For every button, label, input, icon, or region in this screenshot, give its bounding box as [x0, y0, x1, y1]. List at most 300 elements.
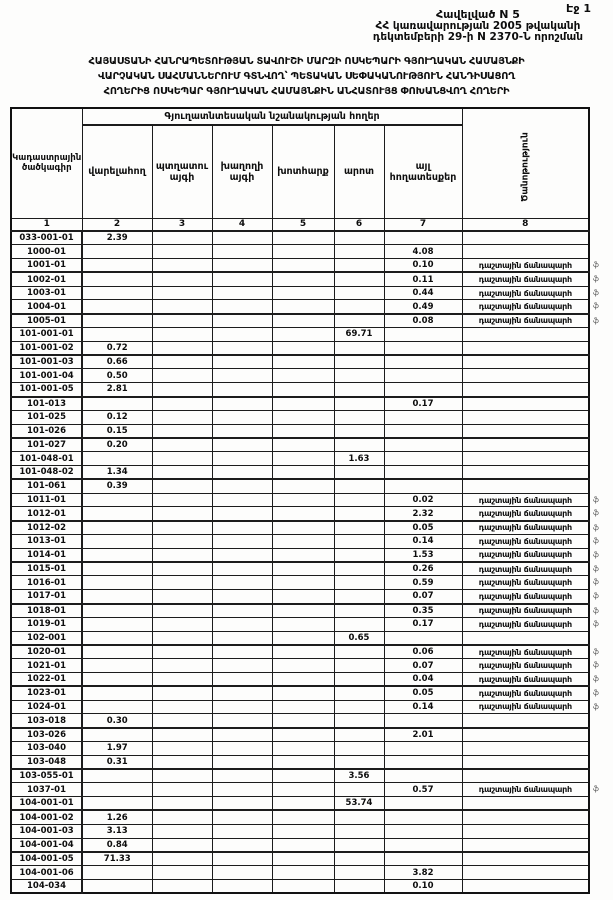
area-value-cell	[152, 286, 212, 300]
column-group-header-agricultural-lands: Գյուղատնտեսական նշանակության հողեր	[82, 108, 462, 125]
note-cell: դաշտային ճանապարհ ֆ	[462, 562, 589, 576]
area-value-cell: 0.11	[384, 272, 462, 286]
area-value-cell	[152, 755, 212, 769]
cadastral-code-cell: 104-001-01	[11, 797, 82, 811]
handwritten-margin-mark: ֆ	[592, 494, 600, 504]
table-row	[11, 479, 589, 493]
handwritten-margin-mark: ֆ	[592, 274, 600, 284]
area-value-cell	[334, 272, 384, 286]
area-value-cell	[334, 604, 384, 618]
cadastral-code-cell: 1021-01	[11, 659, 82, 673]
area-value-cell	[272, 852, 334, 866]
area-value-cell	[212, 755, 272, 769]
area-value-cell	[152, 714, 212, 728]
document-title-line1: ՀԱՅԱՍՏԱՆԻ ՀԱՆՐԱՊԵՏՈՒԹՅԱՆ ՏԱՎՈՒՇԻ ՄԱՐԶԻ ՈՍԿԵՊԱՐԻ ԳՅՈՒՂԱԿԱՆ ՀԱՄԱՅՆՔԻ	[88, 56, 525, 67]
area-value-cell	[384, 755, 462, 769]
area-value-cell: 0.57	[384, 783, 462, 797]
area-value-cell	[334, 810, 384, 824]
note-cell	[462, 866, 589, 880]
cadastral-code-cell: 1011-01	[11, 493, 82, 507]
area-value-cell	[212, 424, 272, 438]
area-value-cell	[212, 286, 272, 300]
cadastral-code-cell: 1023-01	[11, 686, 82, 700]
area-value-cell: 2.32	[384, 507, 462, 521]
note-cell: դաշտային ճանապարհ ֆ	[462, 259, 589, 273]
table-row	[11, 286, 589, 300]
area-value-cell	[334, 355, 384, 369]
area-value-cell	[152, 521, 212, 535]
area-value-cell	[82, 452, 152, 466]
area-value-cell: 4.08	[384, 245, 462, 259]
cadastral-code-cell: 101-001-03	[11, 355, 82, 369]
cadastral-code-cell: 101-001-02	[11, 341, 82, 355]
area-value-cell	[334, 535, 384, 549]
table-row	[11, 383, 589, 397]
area-value-cell	[212, 686, 272, 700]
area-value-cell	[212, 300, 272, 314]
table-row	[11, 466, 589, 480]
note-cell: դաշտային ճանապարհ ֆ	[462, 521, 589, 535]
appendix-title: Հավելված N 5	[435, 8, 520, 21]
cadastral-code-cell: 1022-01	[11, 673, 82, 687]
area-value-cell	[272, 535, 334, 549]
cadastral-code-cell: 1019-01	[11, 617, 82, 631]
area-value-cell	[212, 590, 272, 604]
column-number: 6	[334, 218, 384, 231]
area-value-cell	[152, 631, 212, 645]
area-value-cell	[212, 410, 272, 424]
area-value-cell	[334, 341, 384, 355]
handwritten-margin-mark: ֆ	[592, 301, 600, 311]
area-value-cell	[152, 355, 212, 369]
area-value-cell	[152, 452, 212, 466]
area-value-cell	[334, 673, 384, 687]
area-value-cell	[212, 797, 272, 811]
area-value-cell	[82, 783, 152, 797]
area-value-cell	[152, 576, 212, 590]
area-value-cell	[212, 810, 272, 824]
area-value-cell	[152, 673, 212, 687]
area-value-cell	[334, 714, 384, 728]
area-value-cell	[384, 328, 462, 342]
cadastral-code-cell: 101-027	[11, 438, 82, 452]
area-value-cell	[272, 645, 334, 659]
area-value-cell	[334, 521, 384, 535]
area-value-cell	[334, 866, 384, 880]
area-value-cell	[212, 700, 272, 714]
area-value-cell	[272, 838, 334, 852]
area-value-cell	[152, 314, 212, 328]
area-value-cell	[82, 604, 152, 618]
table-row	[11, 645, 589, 659]
area-value-cell	[334, 659, 384, 673]
column-number: 8	[462, 218, 589, 231]
area-value-cell	[272, 493, 334, 507]
area-value-cell	[272, 341, 334, 355]
column-header-pasture: արոտ	[334, 125, 384, 218]
area-value-cell	[82, 879, 152, 893]
area-value-cell	[384, 369, 462, 383]
note-cell: դաշտային ճանապարհ ֆ	[462, 548, 589, 562]
appendix-header	[373, 9, 583, 44]
area-value-cell: 0.65	[334, 631, 384, 645]
area-value-cell: 0.07	[384, 659, 462, 673]
note-cell	[462, 452, 589, 466]
area-value-cell: 0.05	[384, 686, 462, 700]
note-cell	[462, 838, 589, 852]
note-cell: դաշտային ճանապարհ ֆ	[462, 314, 589, 328]
table-row	[11, 328, 589, 342]
area-value-cell	[212, 452, 272, 466]
area-value-cell	[272, 700, 334, 714]
area-value-cell	[384, 438, 462, 452]
column-number: 1	[11, 218, 82, 231]
table-row	[11, 838, 589, 852]
area-value-cell	[272, 659, 334, 673]
cadastral-code-cell: 1001-01	[11, 259, 82, 273]
area-value-cell	[334, 493, 384, 507]
area-value-cell	[212, 852, 272, 866]
note-cell	[462, 741, 589, 755]
area-value-cell	[212, 383, 272, 397]
area-value-cell	[82, 521, 152, 535]
note-cell	[462, 479, 589, 493]
area-value-cell	[212, 355, 272, 369]
appendix-decree-line1: ՀՀ կառավարության 2005 թվականի	[375, 19, 581, 32]
area-value-cell	[152, 783, 212, 797]
area-value-cell	[152, 397, 212, 411]
area-value-cell	[212, 728, 272, 742]
note-cell	[462, 383, 589, 397]
cadastral-code-cell: 1020-01	[11, 645, 82, 659]
area-value-cell	[212, 479, 272, 493]
area-value-cell: 0.02	[384, 493, 462, 507]
table-row	[11, 493, 589, 507]
table-row	[11, 797, 589, 811]
area-value-cell	[82, 797, 152, 811]
table-row	[11, 590, 589, 604]
handwritten-margin-mark: ֆ	[592, 590, 600, 601]
table-row	[11, 700, 589, 714]
area-value-cell	[272, 452, 334, 466]
area-value-cell: 0.50	[82, 369, 152, 383]
area-value-cell	[384, 852, 462, 866]
cadastral-code-cell: 103-018	[11, 714, 82, 728]
note-cell	[462, 355, 589, 369]
area-value-cell	[334, 617, 384, 631]
note-cell: դաշտային ճանապարհ ֆ	[462, 604, 589, 618]
area-value-cell	[212, 548, 272, 562]
table-row	[11, 686, 589, 700]
cadastral-code-cell: 1013-01	[11, 535, 82, 549]
area-value-cell	[152, 369, 212, 383]
area-value-cell	[152, 383, 212, 397]
area-value-cell	[212, 328, 272, 342]
area-value-cell: 0.08	[384, 314, 462, 328]
handwritten-margin-mark: ֆ	[592, 549, 600, 560]
area-value-cell	[82, 866, 152, 880]
area-value-cell	[334, 369, 384, 383]
area-value-cell	[272, 479, 334, 493]
area-value-cell: 3.56	[334, 769, 384, 783]
table-row	[11, 245, 589, 259]
note-cell: դաշտային ճանապարհ ֆ	[462, 507, 589, 521]
area-value-cell	[334, 424, 384, 438]
area-value-cell	[334, 231, 384, 245]
cadastral-code-cell: 1002-01	[11, 272, 82, 286]
area-value-cell	[334, 686, 384, 700]
area-value-cell: 0.07	[384, 590, 462, 604]
area-value-cell	[152, 617, 212, 631]
area-value-cell	[384, 810, 462, 824]
column-number: 5	[272, 218, 334, 231]
note-cell: դաշտային ճանապարհ ֆ	[462, 576, 589, 590]
area-value-cell	[82, 397, 152, 411]
cadastral-code-cell: 102-001	[11, 631, 82, 645]
area-value-cell	[272, 741, 334, 755]
area-value-cell	[272, 383, 334, 397]
note-cell: դաշտային ճանապարհ ֆ	[462, 659, 589, 673]
cadastral-code-cell: 101-025	[11, 410, 82, 424]
note-cell	[462, 852, 589, 866]
area-value-cell	[212, 645, 272, 659]
area-value-cell	[334, 286, 384, 300]
handwritten-margin-mark: ֆ	[592, 659, 600, 670]
area-value-cell	[212, 604, 272, 618]
area-value-cell: 3.13	[82, 824, 152, 838]
area-value-cell	[152, 562, 212, 576]
note-cell: դաշտային ճանապարհ ֆ	[462, 673, 589, 687]
area-value-cell: 0.66	[82, 355, 152, 369]
area-value-cell	[82, 728, 152, 742]
area-value-cell	[152, 700, 212, 714]
area-value-cell	[272, 466, 334, 480]
note-cell	[462, 824, 589, 838]
column-header-arable: վարելահող	[82, 125, 152, 218]
cadastral-code-cell: 104-001-04	[11, 838, 82, 852]
area-value-cell: 0.17	[384, 617, 462, 631]
table-row	[11, 879, 589, 893]
cadastral-code-cell: 104-001-03	[11, 824, 82, 838]
table-row	[11, 631, 589, 645]
area-value-cell	[82, 673, 152, 687]
area-value-cell	[152, 728, 212, 742]
area-value-cell: 0.72	[82, 341, 152, 355]
area-value-cell	[334, 548, 384, 562]
area-value-cell	[212, 576, 272, 590]
cadastral-code-cell: 1004-01	[11, 300, 82, 314]
area-value-cell	[152, 659, 212, 673]
cadastral-code-cell: 1037-01	[11, 783, 82, 797]
cadastral-code-cell: 1018-01	[11, 604, 82, 618]
area-value-cell	[334, 741, 384, 755]
appendix-decree-line2: դեկտեմբերի 29-ի N 2370-Ն որոշման	[372, 31, 583, 43]
cadastral-code-cell: 103-026	[11, 728, 82, 742]
note-cell	[462, 410, 589, 424]
area-value-cell	[82, 328, 152, 342]
area-value-cell	[334, 728, 384, 742]
area-value-cell	[272, 245, 334, 259]
area-value-cell	[334, 466, 384, 480]
cadastral-code-cell: 104-034	[11, 879, 82, 893]
area-value-cell	[272, 673, 334, 687]
area-value-cell: 1.97	[82, 741, 152, 755]
cadastral-code-cell: 103-040	[11, 741, 82, 755]
area-value-cell	[212, 741, 272, 755]
area-value-cell	[272, 590, 334, 604]
area-value-cell	[334, 410, 384, 424]
area-value-cell	[384, 797, 462, 811]
cadastral-code-cell: 104-001-06	[11, 866, 82, 880]
cadastral-code-cell: 101-001-05	[11, 383, 82, 397]
handwritten-margin-mark: ֆ	[592, 673, 600, 684]
area-value-cell: 0.20	[82, 438, 152, 452]
area-value-cell	[212, 259, 272, 273]
area-value-cell	[82, 259, 152, 273]
area-value-cell	[334, 314, 384, 328]
handwritten-margin-mark: ֆ	[592, 535, 600, 546]
area-value-cell: 1.34	[82, 466, 152, 480]
area-value-cell	[212, 783, 272, 797]
area-value-cell: 1.26	[82, 810, 152, 824]
area-value-cell: 0.04	[384, 673, 462, 687]
area-value-cell	[272, 576, 334, 590]
area-value-cell: 0.30	[82, 714, 152, 728]
area-value-cell	[82, 272, 152, 286]
table-row	[11, 410, 589, 424]
area-value-cell	[272, 231, 334, 245]
area-value-cell	[82, 631, 152, 645]
area-value-cell	[272, 769, 334, 783]
cadastral-code-cell: 1016-01	[11, 576, 82, 590]
area-value-cell	[272, 604, 334, 618]
area-value-cell	[384, 424, 462, 438]
note-cell	[462, 397, 589, 411]
area-value-cell	[334, 879, 384, 893]
area-value-cell	[384, 741, 462, 755]
table-row	[11, 521, 589, 535]
area-value-cell	[272, 879, 334, 893]
table-row	[11, 314, 589, 328]
area-value-cell	[152, 300, 212, 314]
table-row	[11, 369, 589, 383]
area-value-cell	[272, 286, 334, 300]
note-cell: դաշտային ճանապարհ ֆ	[462, 272, 589, 286]
area-value-cell: 0.10	[384, 259, 462, 273]
area-value-cell	[212, 245, 272, 259]
area-value-cell: 0.59	[384, 576, 462, 590]
table-row	[11, 535, 589, 549]
area-value-cell	[82, 576, 152, 590]
handwritten-margin-mark: ֆ	[592, 259, 600, 270]
area-value-cell	[82, 300, 152, 314]
note-cell	[462, 755, 589, 769]
area-value-cell	[212, 866, 272, 880]
area-value-cell	[272, 714, 334, 728]
area-value-cell	[152, 810, 212, 824]
cadastral-code-cell: 103-048	[11, 755, 82, 769]
area-value-cell	[272, 410, 334, 424]
cadastral-code-cell: 101-061	[11, 479, 82, 493]
area-value-cell	[152, 493, 212, 507]
area-value-cell	[152, 410, 212, 424]
area-value-cell	[384, 714, 462, 728]
area-value-cell	[82, 617, 152, 631]
area-value-cell	[82, 659, 152, 673]
area-value-cell	[384, 231, 462, 245]
handwritten-margin-mark: ֆ	[592, 646, 600, 657]
area-value-cell	[334, 755, 384, 769]
cadastral-code-cell: 1005-01	[11, 314, 82, 328]
column-number: 2	[82, 218, 152, 231]
area-value-cell	[212, 617, 272, 631]
area-value-cell	[212, 673, 272, 687]
area-value-cell	[152, 272, 212, 286]
area-value-cell: 71.33	[82, 852, 152, 866]
area-value-cell	[272, 438, 334, 452]
area-value-cell	[82, 562, 152, 576]
area-value-cell	[212, 714, 272, 728]
area-value-cell	[384, 838, 462, 852]
area-value-cell	[152, 852, 212, 866]
note-cell	[462, 879, 589, 893]
area-value-cell	[384, 341, 462, 355]
area-value-cell	[212, 838, 272, 852]
area-value-cell: 0.14	[384, 535, 462, 549]
area-value-cell: 2.39	[82, 231, 152, 245]
area-value-cell: 0.15	[82, 424, 152, 438]
area-value-cell	[152, 548, 212, 562]
area-value-cell	[384, 466, 462, 480]
table-body	[11, 231, 600, 893]
area-value-cell	[334, 397, 384, 411]
area-value-cell	[152, 438, 212, 452]
table-row	[11, 673, 589, 687]
area-value-cell	[334, 838, 384, 852]
area-value-cell	[152, 424, 212, 438]
area-value-cell: 0.44	[384, 286, 462, 300]
area-value-cell: 0.06	[384, 645, 462, 659]
area-value-cell: 0.17	[384, 397, 462, 411]
table-row	[11, 741, 589, 755]
area-value-cell	[384, 479, 462, 493]
cadastral-code-cell: 1024-01	[11, 700, 82, 714]
area-value-cell	[384, 631, 462, 645]
area-value-cell	[272, 397, 334, 411]
handwritten-margin-mark: ֆ	[592, 563, 600, 574]
cadastral-code-cell: 033-001-01	[11, 231, 82, 245]
area-value-cell: 0.10	[384, 879, 462, 893]
area-value-cell	[212, 272, 272, 286]
cadastral-code-cell: 101-001-01	[11, 328, 82, 342]
area-value-cell	[152, 328, 212, 342]
cadastral-code-cell: 101-001-04	[11, 369, 82, 383]
area-value-cell	[212, 659, 272, 673]
cadastral-code-cell: 1012-01	[11, 507, 82, 521]
table-row	[11, 341, 589, 355]
note-cell	[462, 466, 589, 480]
area-value-cell: 69.71	[334, 328, 384, 342]
area-value-cell	[272, 314, 334, 328]
area-value-cell	[272, 424, 334, 438]
area-value-cell	[212, 314, 272, 328]
table-row	[11, 562, 589, 576]
area-value-cell	[272, 797, 334, 811]
handwritten-margin-mark: ֆ	[592, 287, 600, 298]
area-value-cell	[152, 879, 212, 893]
cadastral-code-cell: 1012-02	[11, 521, 82, 535]
area-value-cell	[334, 245, 384, 259]
